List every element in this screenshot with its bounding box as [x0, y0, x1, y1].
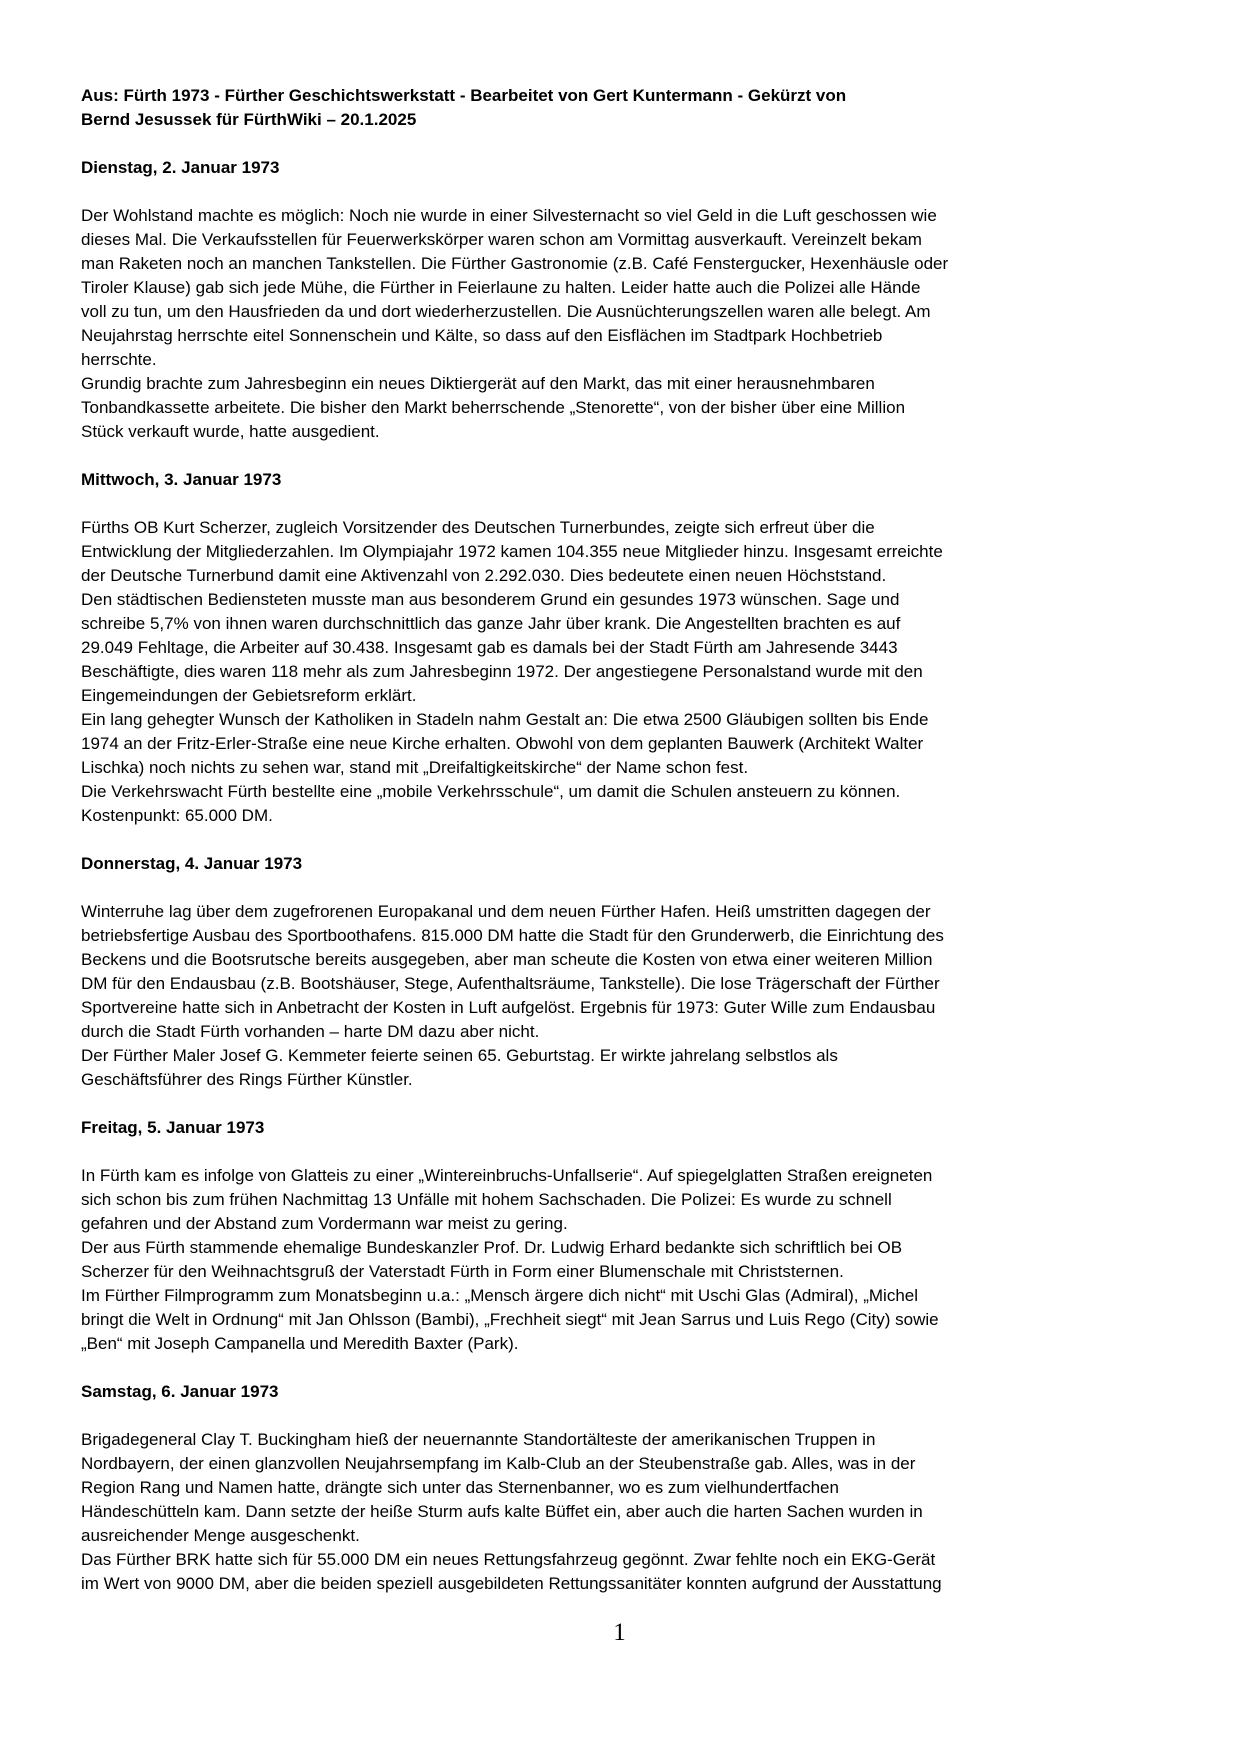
section-heading-mittwoch: Mittwoch, 3. Januar 1973 [81, 470, 282, 489]
header-line: Aus: Fürth 1973 - Fürther Geschichtswerkstatt - Bearbeitet von Gert Kuntermann - Gekürzt von [81, 86, 847, 105]
text-line: Der Fürther Maler Josef G. Kemmeter feierte seinen 65. Geburtstag. Er wirkte jahrelang selbstlos als [81, 1046, 838, 1065]
text-line: Kostenpunkt: 65.000 DM. [81, 806, 273, 825]
text-line: man Raketen noch an manchen Tankstellen. Die Fürther Gastronomie (z.B. Café Fenstergucker, Hexenhäusle oder [81, 254, 949, 273]
text-line: schreibe 5,7% von ihnen waren durchschnittlich das ganze Jahr über krank. Die Angestellten brachten es auf [81, 614, 901, 633]
text-line: Nordbayern, der einen glanzvollen Neujahrsempfang im Kalb-Club an der Steubenstraße gab. Alles, was in der [81, 1454, 916, 1473]
section-body-samstag [81, 1428, 1033, 1596]
text-line: Winterruhe lag über dem zugefrorenen Europakanal und dem neuen Fürther Hafen. Heiß umstritten dagegen der [81, 902, 931, 921]
text-line: Stück verkauft wurde, hatte ausgedient. [81, 422, 380, 441]
text-line: Im Fürther Filmprogramm zum Monatsbeginn u.a.: „Mensch ärgere dich nicht“ mit Uschi Glas (Admiral), „Michel [81, 1286, 919, 1305]
text-line: Händeschütteln kam. Dann setzte der heiße Sturm aufs kalte Büffet ein, aber auch die harten Sachen wurden in [81, 1502, 923, 1521]
text-line: Der aus Fürth stammende ehemalige Bundeskanzler Prof. Dr. Ludwig Erhard bedankte sich schriftlich bei OB [81, 1238, 903, 1257]
document-source-header [81, 84, 1033, 132]
text-line: Geschäftsführer des Rings Fürther Künstler. [81, 1070, 413, 1089]
section-body-mittwoch [81, 516, 1033, 828]
text-line: Eingemeindungen der Gebietsreform erklärt. [81, 686, 417, 705]
text-line: „Ben“ mit Joseph Campanella und Meredith Baxter (Park). [81, 1334, 519, 1353]
text-line: Fürths OB Kurt Scherzer, zugleich Vorsitzender des Deutschen Turnerbundes, zeigte sich erfreut über die [81, 518, 875, 537]
text-line: Lischka) noch nichts zu sehen war, stand mit „Dreifaltigkeitskirche“ der Name schon fest. [81, 758, 749, 777]
text-line: im Wert von 9000 DM, aber die beiden speziell ausgebildeten Rettungssanitäter konnten aufgrund der Ausstattung [81, 1574, 942, 1593]
text-line: dieses Mal. Die Verkaufsstellen für Feuerwerkskörper waren schon am Vormittag ausverkauft. Vereinzelt bekam [81, 230, 922, 249]
text-line: betriebsfertige Ausbau des Sportboothafens. 815.000 DM hatte die Stadt für den Grunderwerb, die Einrichtung des [81, 926, 944, 945]
text-line: Sportvereine hatte sich in Anbetracht der Kosten in Luft aufgelöst. Ergebnis für 1973: Guter Wille zum Endausbau [81, 998, 936, 1017]
text-line: durch die Stadt Fürth vorhanden – harte DM dazu aber nicht. [81, 1022, 540, 1041]
section-body-donnerstag [81, 900, 1033, 1092]
text-line: Entwicklung der Mitgliederzahlen. Im Olympiajahr 1972 kamen 104.355 neue Mitglieder hinzu. Insgesamt erreichte [81, 542, 943, 561]
text-line: bringt die Welt in Ordnung“ mit Jan Ohlsson (Bambi), „Frechheit siegt“ mit Jean Sarrus und Luis Rego (City) sowie [81, 1310, 939, 1329]
text-line: 29.049 Fehltage, die Arbeiter auf 30.438. Insgesamt gab es damals bei der Stadt Fürth am Jahresende 3443 [81, 638, 898, 657]
text-line: Beckens und die Bootsrutsche bereits ausgegeben, aber man scheute die Kosten von etwa einer weiteren Million [81, 950, 933, 969]
text-line: Die Verkehrswacht Fürth bestellte eine „mobile Verkehrsschule“, um damit die Schulen ansteuern zu können. [81, 782, 901, 801]
text-line: Neujahrstag herrschte eitel Sonnenschein und Kälte, so dass auf den Eisflächen im Stadtpark Hochbetrieb [81, 326, 883, 345]
text-line: Tonbandkassette arbeitete. Die bisher den Markt beherrschende „Stenorette“, von der bisher über eine Million [81, 398, 906, 417]
text-line: sich schon bis zum frühen Nachmittag 13 Unfälle mit hohem Sachschaden. Die Polizei: Es wurde zu schnell [81, 1190, 892, 1209]
text-line: Ein lang gehegter Wunsch der Katholiken in Stadeln nahm Gestalt an: Die etwa 2500 Gläubigen sollten bis Ende [81, 710, 929, 729]
document-content [81, 84, 1033, 1596]
text-line: DM für den Endausbau (z.B. Bootshäuser, Stege, Aufenthaltsräume, Tankstelle). Die lose Trägerschaft der Fürther [81, 974, 940, 993]
section-heading-dienstag: Dienstag, 2. Januar 1973 [81, 158, 280, 177]
text-line: Tiroler Klause) gab sich jede Mühe, die Fürther in Feierlaune zu halten. Leider hatte auch die Polizei alle Hände [81, 278, 921, 297]
section-body-dienstag [81, 204, 1033, 444]
page-number: 1 [613, 1619, 626, 1646]
text-line: In Fürth kam es infolge von Glatteis zu einer „Wintereinbruchs-Unfallserie“. Auf spiegelglatten Straßen ereigneten [81, 1166, 933, 1185]
header-line: Bernd Jesussek für FürthWiki – 20.1.2025 [81, 110, 417, 129]
text-line: Beschäftigte, dies waren 118 mehr als zum Jahresbeginn 1972. Der angestiegene Personalstand wurde mit den [81, 662, 923, 681]
text-line: Der Wohlstand machte es möglich: Noch nie wurde in einer Silvesternacht so viel Geld in die Luft geschossen wie [81, 206, 937, 225]
section-heading-freitag: Freitag, 5. Januar 1973 [81, 1118, 265, 1137]
text-line: Region Rang und Namen hatte, drängte sich unter das Sternenbanner, wo es zum vielhundertfachen [81, 1478, 839, 1497]
text-line: Scherzer für den Weihnachtsgruß der Vaterstadt Fürth in Form einer Blumenschale mit Christsternen. [81, 1262, 844, 1281]
text-line: ausreichender Menge ausgeschenkt. [81, 1526, 360, 1545]
text-line: 1974 an der Fritz-Erler-Straße eine neue Kirche erhalten. Obwohl von dem geplanten Bauwerk (Architekt Walter [81, 734, 924, 753]
text-line: Das Fürther BRK hatte sich für 55.000 DM ein neues Rettungsfahrzeug gegönnt. Zwar fehlte noch ein EKG-Gerät [81, 1550, 936, 1569]
text-line: herrschte. [81, 350, 157, 369]
text-line: der Deutsche Turnerbund damit eine Aktivenzahl von 2.292.030. Dies bedeutete einen neuen Höchststand. [81, 566, 887, 585]
section-heading-samstag: Samstag, 6. Januar 1973 [81, 1382, 279, 1401]
section-body-freitag [81, 1164, 1033, 1356]
text-line: Brigadegeneral Clay T. Buckingham hieß der neuernannte Standortälteste der amerikanischen Truppen in [81, 1430, 876, 1449]
section-heading-donnerstag: Donnerstag, 4. Januar 1973 [81, 854, 303, 873]
text-line: voll zu tun, um den Hausfrieden da und dort wiederherzustellen. Die Ausnüchterungszellen waren alle belegt. Am [81, 302, 931, 321]
text-line: Den städtischen Bediensteten musste man aus besonderem Grund ein gesundes 1973 wünschen. Sage und [81, 590, 900, 609]
text-line: Grundig brachte zum Jahresbeginn ein neues Diktiergerät auf den Markt, das mit einer herausnehmbaren [81, 374, 875, 393]
text-line: gefahren und der Abstand zum Vordermann war meist zu gering. [81, 1214, 568, 1233]
